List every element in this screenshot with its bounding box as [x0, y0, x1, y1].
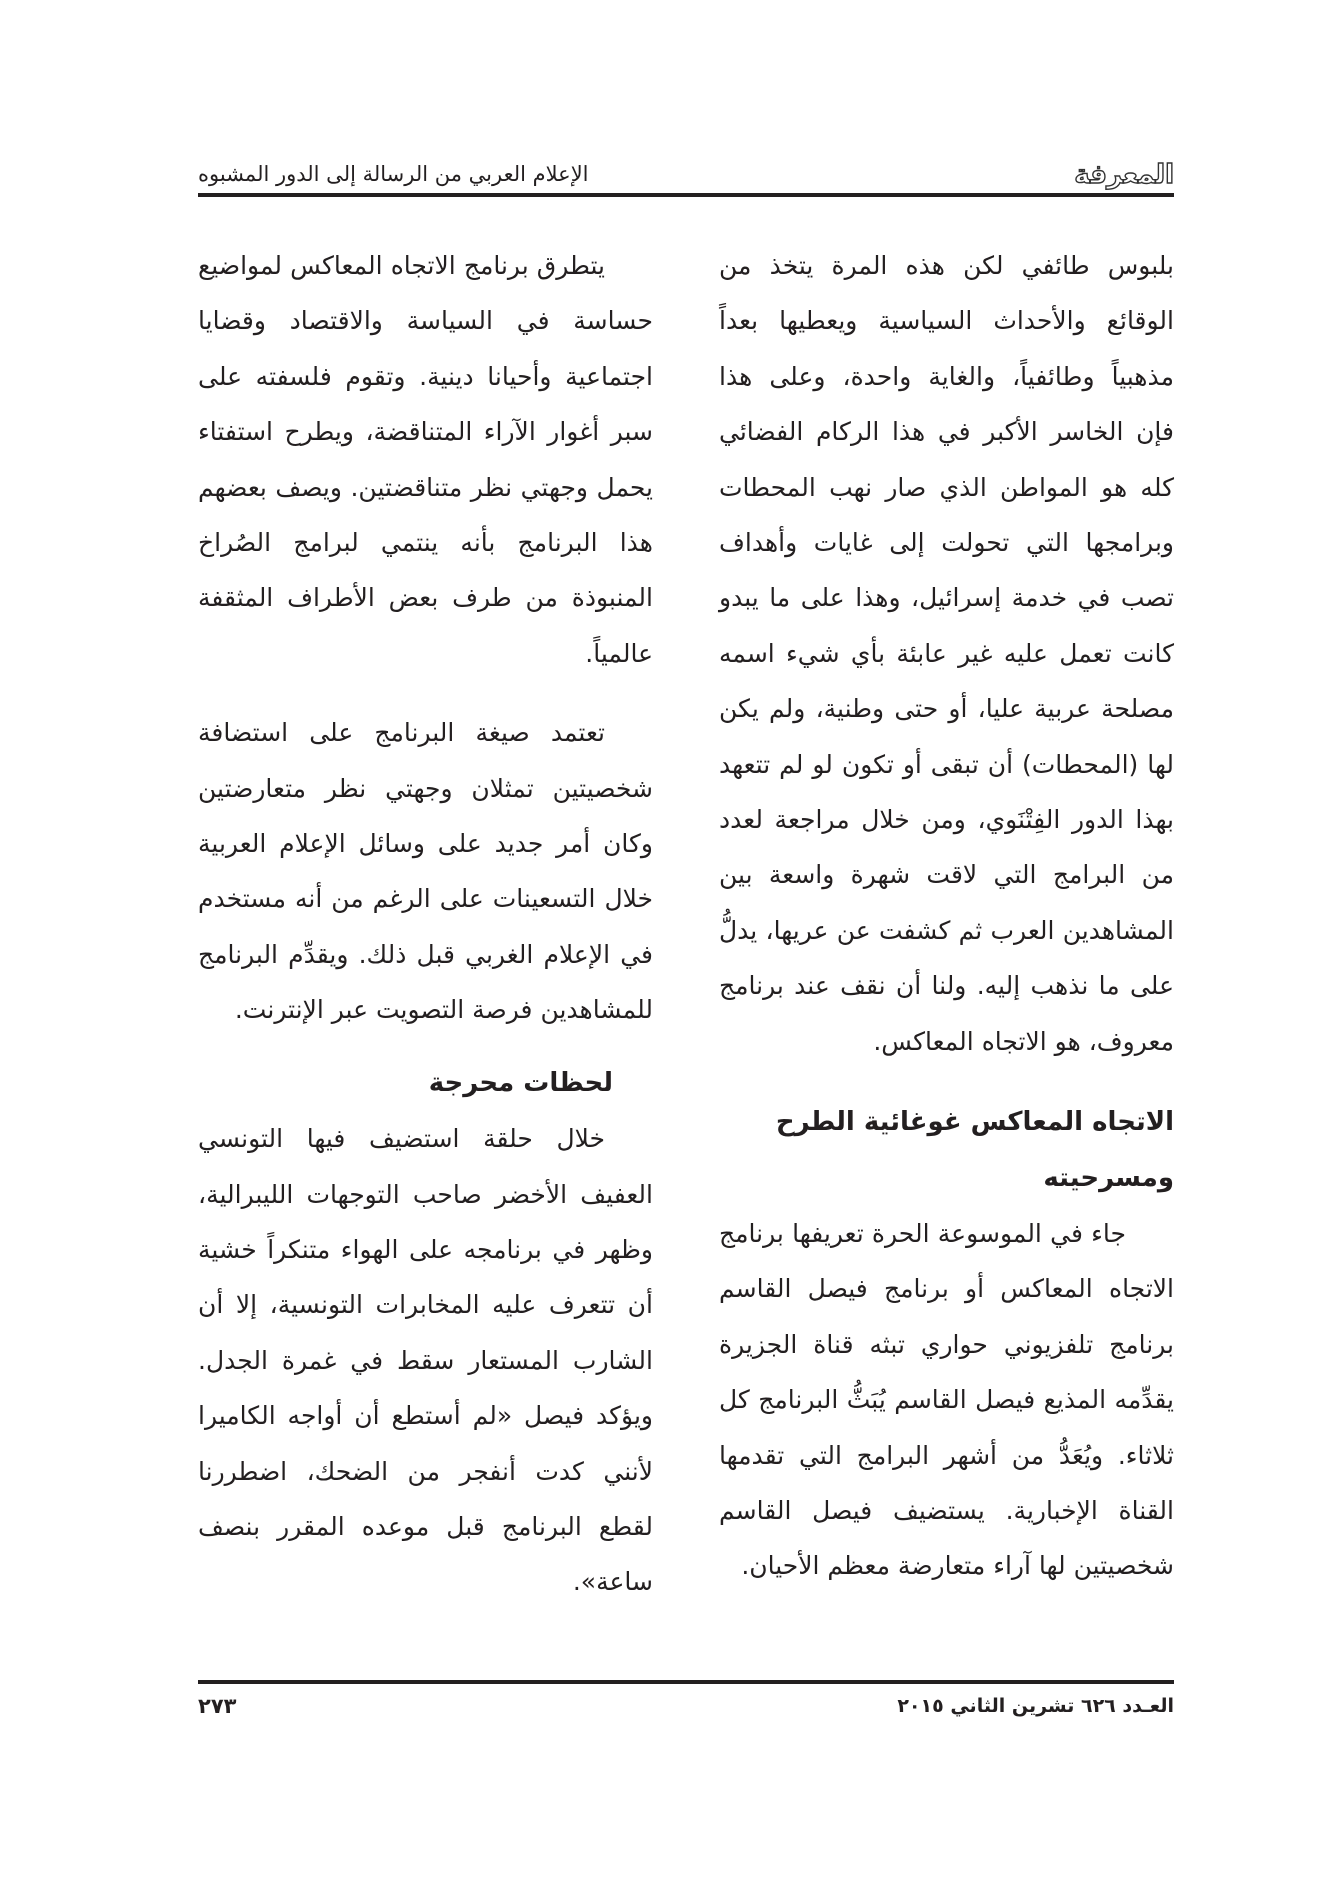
left-paragraph-2: تعتمد صيغة البرنامج على استضافة شخصيتين تمثلان وجهتي نظر متعارضتين وكان أمر جديد على وسائل الإعلام العربية خلال التسعينات على الرغم من أنه مستخدم في الإعلام الغربي قبل ذلك. ويقدِّم البرنامج للمشاهدين فرصة التصويت عبر الإنترنت.	[198, 718, 653, 1025]
article-body	[198, 238, 1174, 1653]
magazine-logo: المعرفة	[1074, 160, 1174, 190]
section-heading-embarrassing-moments: لحظات محرجة	[428, 1067, 613, 1098]
right-paragraph-1: بلبوس طائفي لكن هذه المرة يتخذ من الوقائع والأحداث السياسية ويعطيها بعداً مذهبياً وطائفياً، والغاية واحدة، وعلى هذا فإن الخاسر الأكبر في هذا الركام الفضائي كله هو المواطن الذي صار نهب المحطات وبرامجها التي تحولت إلى غايات وأهداف تصب في خدمة إسرائيل، وهذا على ما يبدو كانت تعمل عليه غير عابئة بأي شيء اسمه مصلحة عربية عليا، أو حتى وطنية، ولم يكن لها (المحطات) أن تبقى أو تكون لو لم تتعهد بهذا الدور الفِتْنَوي، ومن خلال مراجعة لعدد من البرامج التي لاقت شهرة واسعة بين المشاهدين العرب ثم كشفت عن عريها، يدلُّ على ما نذهب إليه. ولنا أن نقف عند برنامج معروف، هو الاتجاه المعاكس.	[719, 251, 1174, 1056]
header-rule	[198, 193, 1174, 197]
page-number: ٢٧٣	[198, 1694, 237, 1718]
left-paragraph-3: خلال حلقة استضيف فيها التونسي العفيف الأخضر صاحب التوجهات الليبرالية، وظهر في برنامجه على الهواء متنكراً خشية أن تتعرف عليه المخابرات التونسية، إلا أن الشارب المستعار سقط في غمرة الجدل. ويؤكد فيصل «لم أستطع أن أواجه الكاميرا لأنني كدت أنفجر من الضحك، اضطررنا لقطع البرنامج قبل موعده المقرر بنصف ساعة».	[198, 1124, 653, 1597]
right-paragraph-2: جاء في الموسوعة الحرة تعريفها برنامج الاتجاه المعاكس أو برنامج فيصل القاسم برنامج تلفزيوني حواري تبثه قناة الجزيرة يقدِّمه المذيع فيصل القاسم يُبَثُّ البرنامج كل ثلاثاء. ويُعَدُّ من أشهر البرامج التي تقدمها القناة الإخبارية. يستضيف فيصل القاسم شخصيتين لها آراء متعارضة معظم الأحيان.	[719, 1218, 1174, 1581]
issue-label: العـدد ٦٢٦ تشرين الثاني ٢٠١٥	[897, 1695, 1174, 1717]
footer-rule	[198, 1680, 1174, 1684]
right-column	[719, 238, 1174, 1594]
left-paragraph-1: يتطرق برنامج الاتجاه المعاكس لمواضيع حساسة في السياسة والاقتصاد وقضايا اجتماعية وأحيانا دينية. وتقوم فلسفته على سبر أغوار الآراء المتناقضة، ويطرح استفتاء يحمل وجهتي نظر متناقضتين. ويصف بعضهم هذا البرنامج بأنه ينتمي لبرامج الصُراخ المنبوذة من طرف بعض الأطراف المثقفة عالمياً.	[198, 251, 653, 668]
page-footer	[198, 1694, 1174, 1718]
running-title: الإعلام العربي من الرسالة إلى الدور المشبوه	[198, 162, 589, 186]
section-heading-opposite-direction: الاتجاه المعاكس غوغائية الطرح ومسرحيته	[775, 1107, 1174, 1193]
page-header	[198, 140, 1174, 192]
left-column	[198, 238, 653, 1610]
